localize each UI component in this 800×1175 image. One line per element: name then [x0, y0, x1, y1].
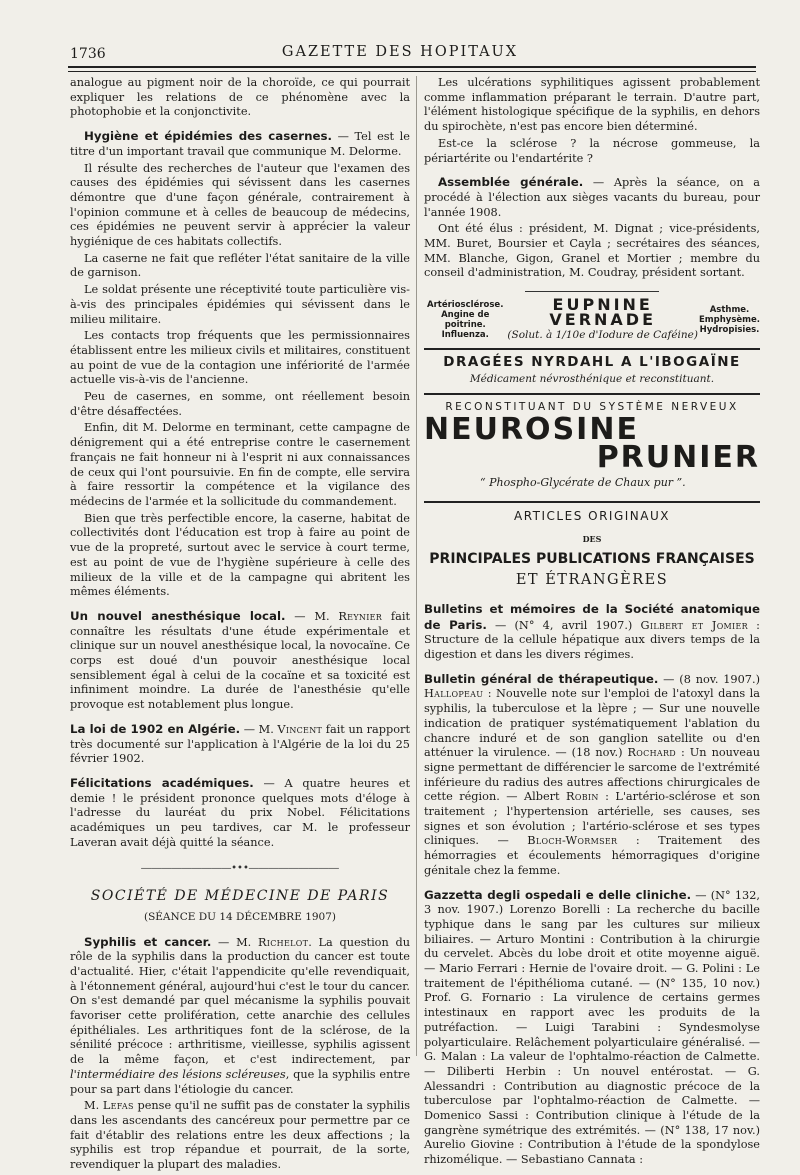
paragraph-text: : L'artério-sclérose et son traitement ; l'hypertension artérielle, ses causes, ses signes et son évolution ; l'artério-sclérose et ses types cliniques. —: [424, 790, 760, 848]
author-name: Robin: [566, 790, 599, 804]
article-felicitations: [70, 776, 410, 851]
ad-text: Influenza.: [441, 330, 489, 341]
section-title-principales: PRINCIPALES PUBLICATIONS FRANÇAISES: [429, 551, 755, 568]
page-number: 1736: [70, 46, 106, 62]
ad-title: EUPNINE VERNADE: [549, 295, 657, 329]
session-date: (SÉANCE DU 14 DÉCEMBRE 1907): [143, 910, 337, 923]
left-column: [70, 76, 410, 1175]
paragraph-text: — Après la séance, on a procédé à l'élection aux sièges vacants du bureau, pour l'année 1908.: [424, 176, 761, 219]
ad-eupnine-right: [699, 305, 760, 335]
paragraph: Ont été élus : président, M. Dignat ; vice-présidents, MM. Buret, Boursier et Cayla ; secrétaires des séances, MM. Blanche, Gigon, Granel et Mortier ; membre du conseil d'administration, M. Coudray, président sortant.: [424, 222, 760, 280]
section-heading: La loi de 1902 en Algérie.: [70, 721, 241, 736]
header-rule: [68, 66, 756, 68]
paragraph-text: — A quatre heures et demie ! le président prononce quelques mots d'éloge à l'adresse du lauréat du prix Nobel. Félicitations académiques un peu tardives, car M. le professeur Laveran avait déjà quitté la séance.: [70, 776, 410, 849]
paragraph-text: : Traitement des hémorragies et écoulements hémorragiques d'origine génitale chez la femme.: [424, 834, 760, 877]
author-name: Gilbert et Jomier: [640, 618, 748, 632]
entry-heading: Bulletins et mémoires de la Société anatomique de Paris.: [424, 601, 760, 632]
author-name: Lefas: [102, 1099, 134, 1113]
text: — M.: [285, 609, 339, 623]
paragraph: Peu de casernes, en somme, ont réellement besoin d'être désaffectées.: [70, 390, 410, 418]
paragraph-text: : Structure de la cellule hépatique aux divers temps de la digestion et dans les divers régimes.: [424, 618, 760, 661]
paragraph: Est-ce la sclérose ? la nécrose gommeuse, la périartérite ou l'endartérite ?: [424, 136, 760, 165]
article-hygiene: [70, 129, 410, 159]
entry-bulletin-therapeutique: [424, 672, 760, 879]
entry-gazzetta: [424, 888, 760, 1168]
header-rule-thin: [68, 71, 756, 72]
ad-text: Emphysème.: [698, 315, 760, 326]
ad-neurosine-title: NEUROSINE: [424, 412, 639, 448]
paragraph-text: pense qu'il ne suffit pas de constater la syphilis dans les ascendants des cancéreux pour permettre par ce fait d'établir des relations entre les deux affections ; la syphilis est trop répandue et pourrait, de la sorte, revendiquer la plupart des maladies.: [70, 1099, 410, 1172]
section-heading: Syphilis et cancer.: [84, 934, 212, 949]
ad-text: Artériosclérose.: [427, 300, 504, 311]
ad-eupnine-left: [424, 300, 506, 340]
journal-title: GAZETTE DES HOPITAUX: [281, 44, 519, 60]
paragraph: Les contacts trop fréquents que les permissionnaires établissent entre les milieux civils et militaires, constituent au point de vue de la contagion une infériorité de l'armée actuelle vis-à-vis de l'ancienne.: [70, 329, 410, 387]
entry-heading: Bulletin général de thérapeutique.: [424, 671, 659, 686]
ad-text: Asthme.: [709, 305, 750, 316]
entry-heading: Gazzetta degli ospedali e delle cliniche.: [424, 887, 692, 902]
paragraph-text: — Tel est le titre d'un important travail que communique M. Delorme.: [70, 130, 410, 158]
author-name: Bloch-Wormser: [527, 834, 618, 848]
section-ornament: ―――――――――•••―――――――――: [141, 863, 339, 875]
paragraph: analogue au pigment noir de la choroïde, ce qui pourrait expliquer les relations de ce phénomène avec la photophobie et la conjonctivite.: [70, 76, 410, 119]
paragraph-text: — (8 nov. 1907.): [658, 672, 760, 686]
column-divider: [416, 76, 417, 1056]
paragraph-text: , que la syphilis entre pour sa part dans l'étiologie du cancer.: [70, 1067, 411, 1096]
paragraph: [70, 1099, 410, 1173]
article-anesthesique: [70, 609, 410, 713]
ad-prunier-title: PRUNIER: [596, 440, 760, 476]
ad-rule: [525, 291, 659, 292]
paragraph-text: — (N° 4, avril 1907.): [486, 618, 641, 632]
paragraph: Le soldat présente une réceptivité toute particulière vis-à-vis des principales épidémies qui sévissent dans le milieu militaire.: [70, 283, 410, 326]
text: — M.: [240, 722, 278, 736]
author-name: Rochard: [627, 746, 676, 760]
paragraph: Enfin, dit M. Delorme en terminant, cette campagne de dénigrement qui a été entreprise contre le casernement français ne fait honneur ni à l'esprit ni aux connaissances de ceux qui l'ont poursuivie. En fin de compte, elle servira à faire ressortir la compétence et la vigilance des médecins de l'armée et la sollicitude du commandement.: [70, 421, 410, 508]
paragraph-text: fait un rapport très documenté sur l'application à l'Algérie de la loi du 25 février 1902.: [70, 722, 410, 766]
paragraph: Les ulcérations syphilitiques agissent probablement comme inflammation préparant le terrain. D'autre part, l'élément histologique spécifique de la syphilis, en dehors du spirochète, n'est pas encore bien déterminé.: [424, 76, 760, 134]
paragraph: Il résulte des recherches de l'auteur que l'examen des causes des épidémies qui sévissent dans les casernes démontre que d'une façon générale, contrairement à l'opinion commune et à celles de beaucoup de médecins, ces épidémies ne peuvent servir à apprécier la valeur hygiénique de ces habitats collectifs.: [70, 161, 410, 249]
paragraph-text: . La question du rôle de la syphilis dans la production du cancer est toute d'actualité. Hier, c'était l'appendicite qu'elle revendiquait, à l'étonnement général, aujourd'hui c'est le tour du cancer. On s'est demandé par quel mécanisme la syphilis pouvait favoriser cette prolifération, cette anarchie des cellules épithéliales. Les arthritiques font de la sclérose, de la sénilité précoce : arthritisme, vieillesse, syphilis agissent de la même façon, et c'est indirectement, par: [70, 935, 411, 1067]
society-title: SOCIÉTÉ DE MÉDECINE DE PARIS: [90, 888, 390, 905]
author-name: Reynier: [338, 609, 383, 623]
section-heading: Hygiène et épidémies des casernes.: [84, 129, 333, 144]
author-name: Vincent: [277, 722, 323, 736]
section-heading: Assemblée générale.: [438, 175, 584, 190]
text: — M.: [211, 935, 258, 949]
section-title-etrangeres: ET ÉTRANGÈRES: [515, 572, 669, 589]
ad-text: Angine de poitrine.: [441, 310, 490, 331]
paragraph: Bien que très perfectible encore, la caserne, habitat de collectivités dont l'éducation est trop à faire au point de vue de la propreté, surtout avec le service à court terme, est au point de vue de l'hygiène supérieure à celle des milieux de la ville et de la campagne qui abritent les mêmes éléments.: [70, 511, 410, 599]
entry-bulletins-anatomique: [424, 602, 760, 663]
ad-rule: [424, 501, 760, 503]
paragraph-text: : Un nouveau signe permettant de différencier le sarcome de l'extrémité inférieure du radius des autres affections chirurgicales de cette région. — Albert: [424, 746, 760, 804]
ad-eupnine-main: [506, 295, 699, 342]
section-heading: Félicitations académiques.: [70, 775, 254, 790]
ad-dragees-subtitle: Médicament névrosthénique et reconstituant.: [469, 372, 715, 385]
section-title-articles: ARTICLES ORIGINAUX: [514, 509, 670, 524]
ad-rule: [424, 348, 760, 350]
section-heading: Un nouvel anesthésique local.: [70, 608, 286, 623]
advertisements: [424, 291, 760, 503]
italic-text: l'intermédiaire des lésions scléreuses: [70, 1067, 286, 1081]
article-algerie: [70, 722, 410, 767]
ad-rule: [424, 393, 760, 395]
ad-dragees-title: DRAGÉES NYRDAHL A L'IBOGAÏNE: [443, 354, 741, 371]
author-name: Richelot: [258, 935, 309, 949]
author-name: Hallopeau: [424, 687, 484, 701]
section-title-des: DES: [582, 533, 602, 544]
ad-neurosine-tagline: RECONSTITUANT DU SYSTÈME NERVEUX: [445, 400, 739, 413]
right-column: [424, 76, 760, 1170]
article-syphilis-cancer: [70, 935, 410, 1098]
ad-text: Hydropisies.: [699, 325, 760, 336]
paragraph-text: — (N° 132, 3 nov. 1907.) Lorenzo Borelli : La recherche du bacille typhique dans le sang par les cultures sur milieux biliaires. — Arturo Montini : Contribution à la chirurgie du cervelet. Abcès du lobe droit et otite moyenne aiguë. — Mario Ferrari : Hernie de l'ovaire droit. — G. Polini : Le traitement de l'épithélioma cutané. — (N° 135, 10 nov.) Prof. G. Fornario : La virulence de certains germes intestinaux en rapport avec les produits de la putréfaction. — Luigi Tarabini : Syndesmolyse polyarticulaire. Relâchement polyarticulaire généralisé. — G. Malan : La valeur de l'ophtalmo-réaction de Calmette. — Diliberti Herbin : Un nouvel entérostat. — G. Alessandri : Contribution au diagnostic précoce de la tuberculose par l'ophtalmo-réaction de Calmette. — Domenico Sassi : Contribution clinique à l'étude de la gangrène symétrique des extrémités. — (N° 138, 17 nov.) Aurelio Giovine : Contribution à l'étude de la spondylose rhizomélique. — Sebastiano Cannata :: [424, 888, 760, 1167]
article-assemblee: [424, 175, 760, 220]
ad-neurosine-subtitle: “ Phospho-Glycérate de Chaux pur ”.: [480, 476, 686, 490]
paragraph-text: : Nouvelle note sur l'emploi de l'atoxyl dans la syphilis, la tuberculose et la lèpre ; — Sur une nouvelle indication de pratiquer systématiquement l'ablation du chancre induré et de son ganglion satellite ou d'en atténuer la virulence. — (18 nov.): [424, 687, 760, 760]
ad-eupnine: [424, 295, 760, 342]
paragraph-text: fait connaître les résultats d'une étude expérimentale et clinique sur un nouvel anesthésique local, la novocaïne. Ce corps est doué d'un pouvoir anesthésique local sensiblement égal à celui de la cocaïne et sa toxicité est infiniment moindre. La durée de l'anesthésie qu'elle provoque est notablement plus longue.: [70, 609, 411, 712]
text: M.: [84, 1099, 103, 1113]
ad-subtitle: (Solut. à 1/10e d'Iodure de Caféine): [507, 328, 698, 341]
paragraph: La caserne ne fait que refléter l'état sanitaire de la ville de garnison.: [70, 251, 410, 280]
